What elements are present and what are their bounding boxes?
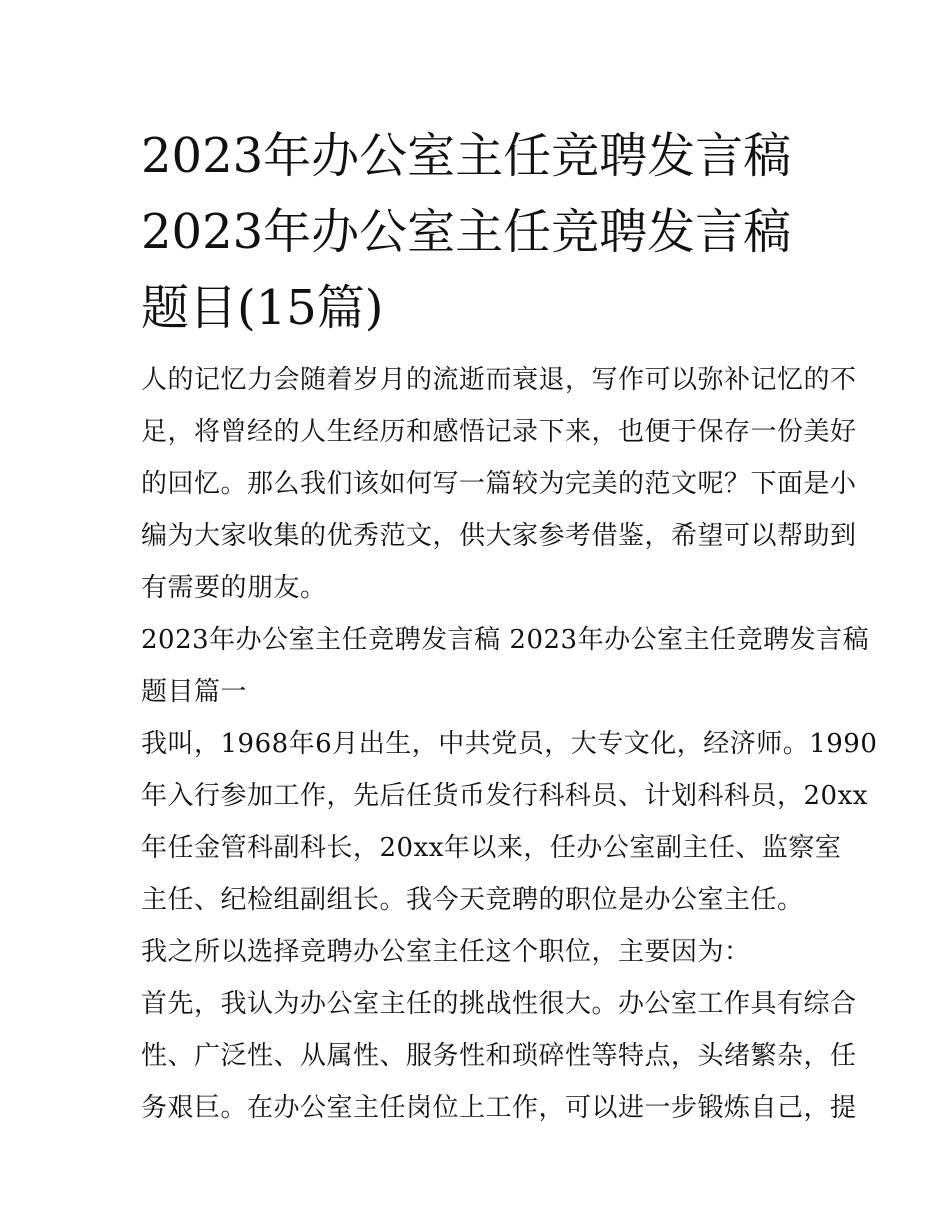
title-line: 2023年办公室主任竞聘发言稿 bbox=[141, 204, 792, 260]
document-page bbox=[141, 118, 878, 1134]
text-line: 年任金管科副科长，20xx年以来，任办公室副主任、监察室 bbox=[141, 833, 842, 863]
title-line: 题目(15篇) bbox=[141, 280, 384, 336]
body-paragraph bbox=[141, 978, 857, 1134]
text-line: 年入行参加工作，先后任货币发行科科员、计划科科员，20xx bbox=[141, 781, 868, 811]
text-line: 务艰巨。在办公室主任岗位上工作，可以进一步锻炼自己，提 bbox=[141, 1093, 857, 1123]
text-line: 人的记忆力会随着岁月的流逝而衰退，写作可以弥补记忆的不 bbox=[141, 365, 857, 395]
intro-paragraph bbox=[141, 354, 857, 614]
title-line: 2023年办公室主任竞聘发言稿 bbox=[141, 128, 792, 184]
text-line: 有需要的朋友。 bbox=[141, 573, 327, 603]
document-title bbox=[141, 118, 813, 346]
body-paragraph bbox=[141, 718, 878, 926]
text-line: 的回忆。那么我们该如何写一篇较为完美的范文呢？下面是小 bbox=[141, 469, 857, 499]
text-line: 性、广泛性、从属性、服务性和琐碎性等特点，头绪繁杂，任 bbox=[141, 1041, 857, 1071]
text-line: 首先，我认为办公室主任的挑战性很大。办公室工作具有综合 bbox=[141, 989, 857, 1019]
text-line: 题目篇一 bbox=[141, 677, 248, 707]
text-line: 主任、纪检组副组长。我今天竞聘的职位是办公室主任。 bbox=[141, 885, 804, 915]
document-body bbox=[141, 354, 878, 1134]
text-line: 编为大家收集的优秀范文，供大家参考借鉴，希望可以帮助到 bbox=[141, 521, 857, 551]
text-line: 足，将曾经的人生经历和感悟记录下来，也便于保存一份美好 bbox=[141, 417, 857, 447]
body-paragraph bbox=[141, 926, 813, 978]
text-line: 我叫，1968年6月出生，中共党员，大专文化，经济师。1990 bbox=[141, 729, 878, 759]
section-heading bbox=[141, 614, 870, 718]
text-line: 2023年办公室主任竞聘发言稿 2023年办公室主任竞聘发言稿 bbox=[141, 625, 870, 655]
text-line: 我之所以选择竞聘办公室主任这个职位，主要因为： bbox=[141, 937, 751, 967]
